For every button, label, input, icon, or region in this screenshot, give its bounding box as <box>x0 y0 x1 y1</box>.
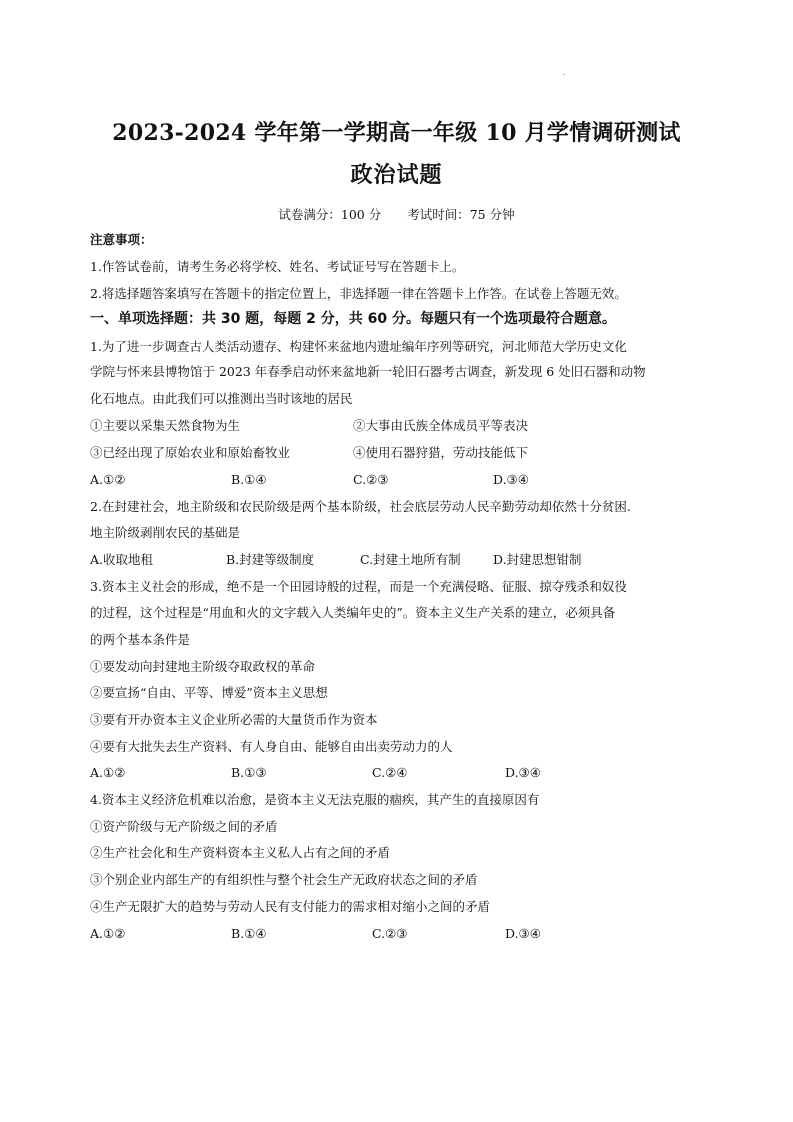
notes-heading: 注意事项： <box>90 232 153 247</box>
q3-stem-line: 3.资本主义社会的形成，绝不是一个田园诗般的过程，而是一个充满侵略、征服、掠夺残杀和奴役 <box>90 579 627 594</box>
q3-option-d: D.③④ <box>505 765 541 780</box>
q2-option-c: C.封建土地所有制 <box>360 552 461 567</box>
q4-statement: ③个别企业内部生产的有组织性与整个社会生产无政府状态之间的矛盾 <box>90 872 478 887</box>
q2-option-d: D.封建思想钳制 <box>493 552 582 567</box>
note-item: 1.作答试卷前，请考生务必将学校、姓名、考试证号写在答题卡上。 <box>90 259 465 274</box>
exam-subtitle: 政治试题 <box>350 162 443 188</box>
q4-statement: ④生产无限扩大的趋势与劳动人民有支付能力的需求相对缩小之间的矛盾 <box>90 899 491 914</box>
q4-option-c: C.②③ <box>372 926 408 941</box>
q1-statement: ②大事由氏族全体成员平等表决 <box>353 418 529 433</box>
q3-statement: ③要有开办资本主义企业所必需的大量货币作为资本 <box>90 712 378 727</box>
q4-stem-line: 4.资本主义经济危机难以治愈，是资本主义无法克服的痼疾，其产生的直接原因有 <box>90 792 540 807</box>
q3-statement: ④要有大批失去生产资料、有人身自由、能够自由出卖劳动力的人 <box>90 739 453 754</box>
q1-option-c: C.②③ <box>353 472 389 487</box>
q4-statement: ②生产社会化和生产资料资本主义私人占有之间的矛盾 <box>90 845 391 860</box>
q4-option-d: D.③④ <box>505 926 541 941</box>
q1-stem-line: 1.为了进一步调查古人类活动遗存、构建怀来盆地内遗址编年序列等研究，河北师范大学历史文化 <box>90 339 627 354</box>
q3-option-a: A.①② <box>90 765 126 780</box>
exam-title: 2023-2024 学年第一学期高一年级 10 月学情调研测试 <box>112 120 681 146</box>
q3-option-b: B.①③ <box>231 765 267 780</box>
full-score: 试卷满分：100 分 <box>278 207 382 222</box>
q1-statement: ④使用石器狩猎，劳动技能低下 <box>353 445 529 460</box>
q2-stem-line: 2.在封建社会，地主阶级和农民阶级是两个基本阶级，社会底层劳动人民辛勤劳动却依然十分贫困. <box>90 499 631 514</box>
q3-stem-line: 的两个基本条件是 <box>90 632 191 647</box>
q4-statement: ①资产阶级与无产阶级之间的矛盾 <box>90 819 278 834</box>
q3-statement: ②要宣扬“自由、平等、博爱”资本主义思想 <box>90 685 328 700</box>
q2-option-b: B.封建等级制度 <box>226 552 315 567</box>
q3-option-c: C.②④ <box>372 765 408 780</box>
q1-statement: ①主要以采集天然食物为生 <box>90 418 241 433</box>
q3-statement: ①要发动向封建地主阶级夺取政权的革命 <box>90 659 316 674</box>
note-item: 2.将选择题答案填写在答题卡的指定位置上，非选择题一律在答题卡上作答。在试卷上答题无效。 <box>90 286 627 301</box>
q4-option-b: B.①④ <box>231 926 267 941</box>
q3-stem-line: 的过程，这个过程是“用血和火的文字载入人类编年史的”。资本主义生产关系的建立，必须具备 <box>90 605 616 620</box>
q1-option-d: D.③④ <box>493 472 529 487</box>
q1-option-b: B.①④ <box>231 472 267 487</box>
section-heading: 一、单项选择题：共 30 题，每题 2 分，共 60 分。每题只有一个选项最符合题意。 <box>90 311 616 327</box>
q2-stem-line: 地主阶级剥削农民的基础是 <box>90 525 241 540</box>
q1-statement: ③已经出现了原始农业和原始畜牧业 <box>90 445 291 460</box>
corner-dot: . <box>563 68 566 77</box>
q2-option-a: A.收取地租 <box>90 552 154 567</box>
q1-stem-line: 学院与怀来县博物馆于 2023 年春季启动怀来盆地新一轮旧石器考古调查，新发现 6 处旧石器和动物 <box>90 364 646 379</box>
q1-stem-line: 化石地点。由此我们可以推测出当时该地的居民 <box>90 391 353 406</box>
exam-meta <box>0 205 793 223</box>
q1-option-a: A.①② <box>90 472 126 487</box>
exam-time: 考试时间：75 分钟 <box>407 207 515 222</box>
q4-option-a: A.①② <box>90 926 126 941</box>
